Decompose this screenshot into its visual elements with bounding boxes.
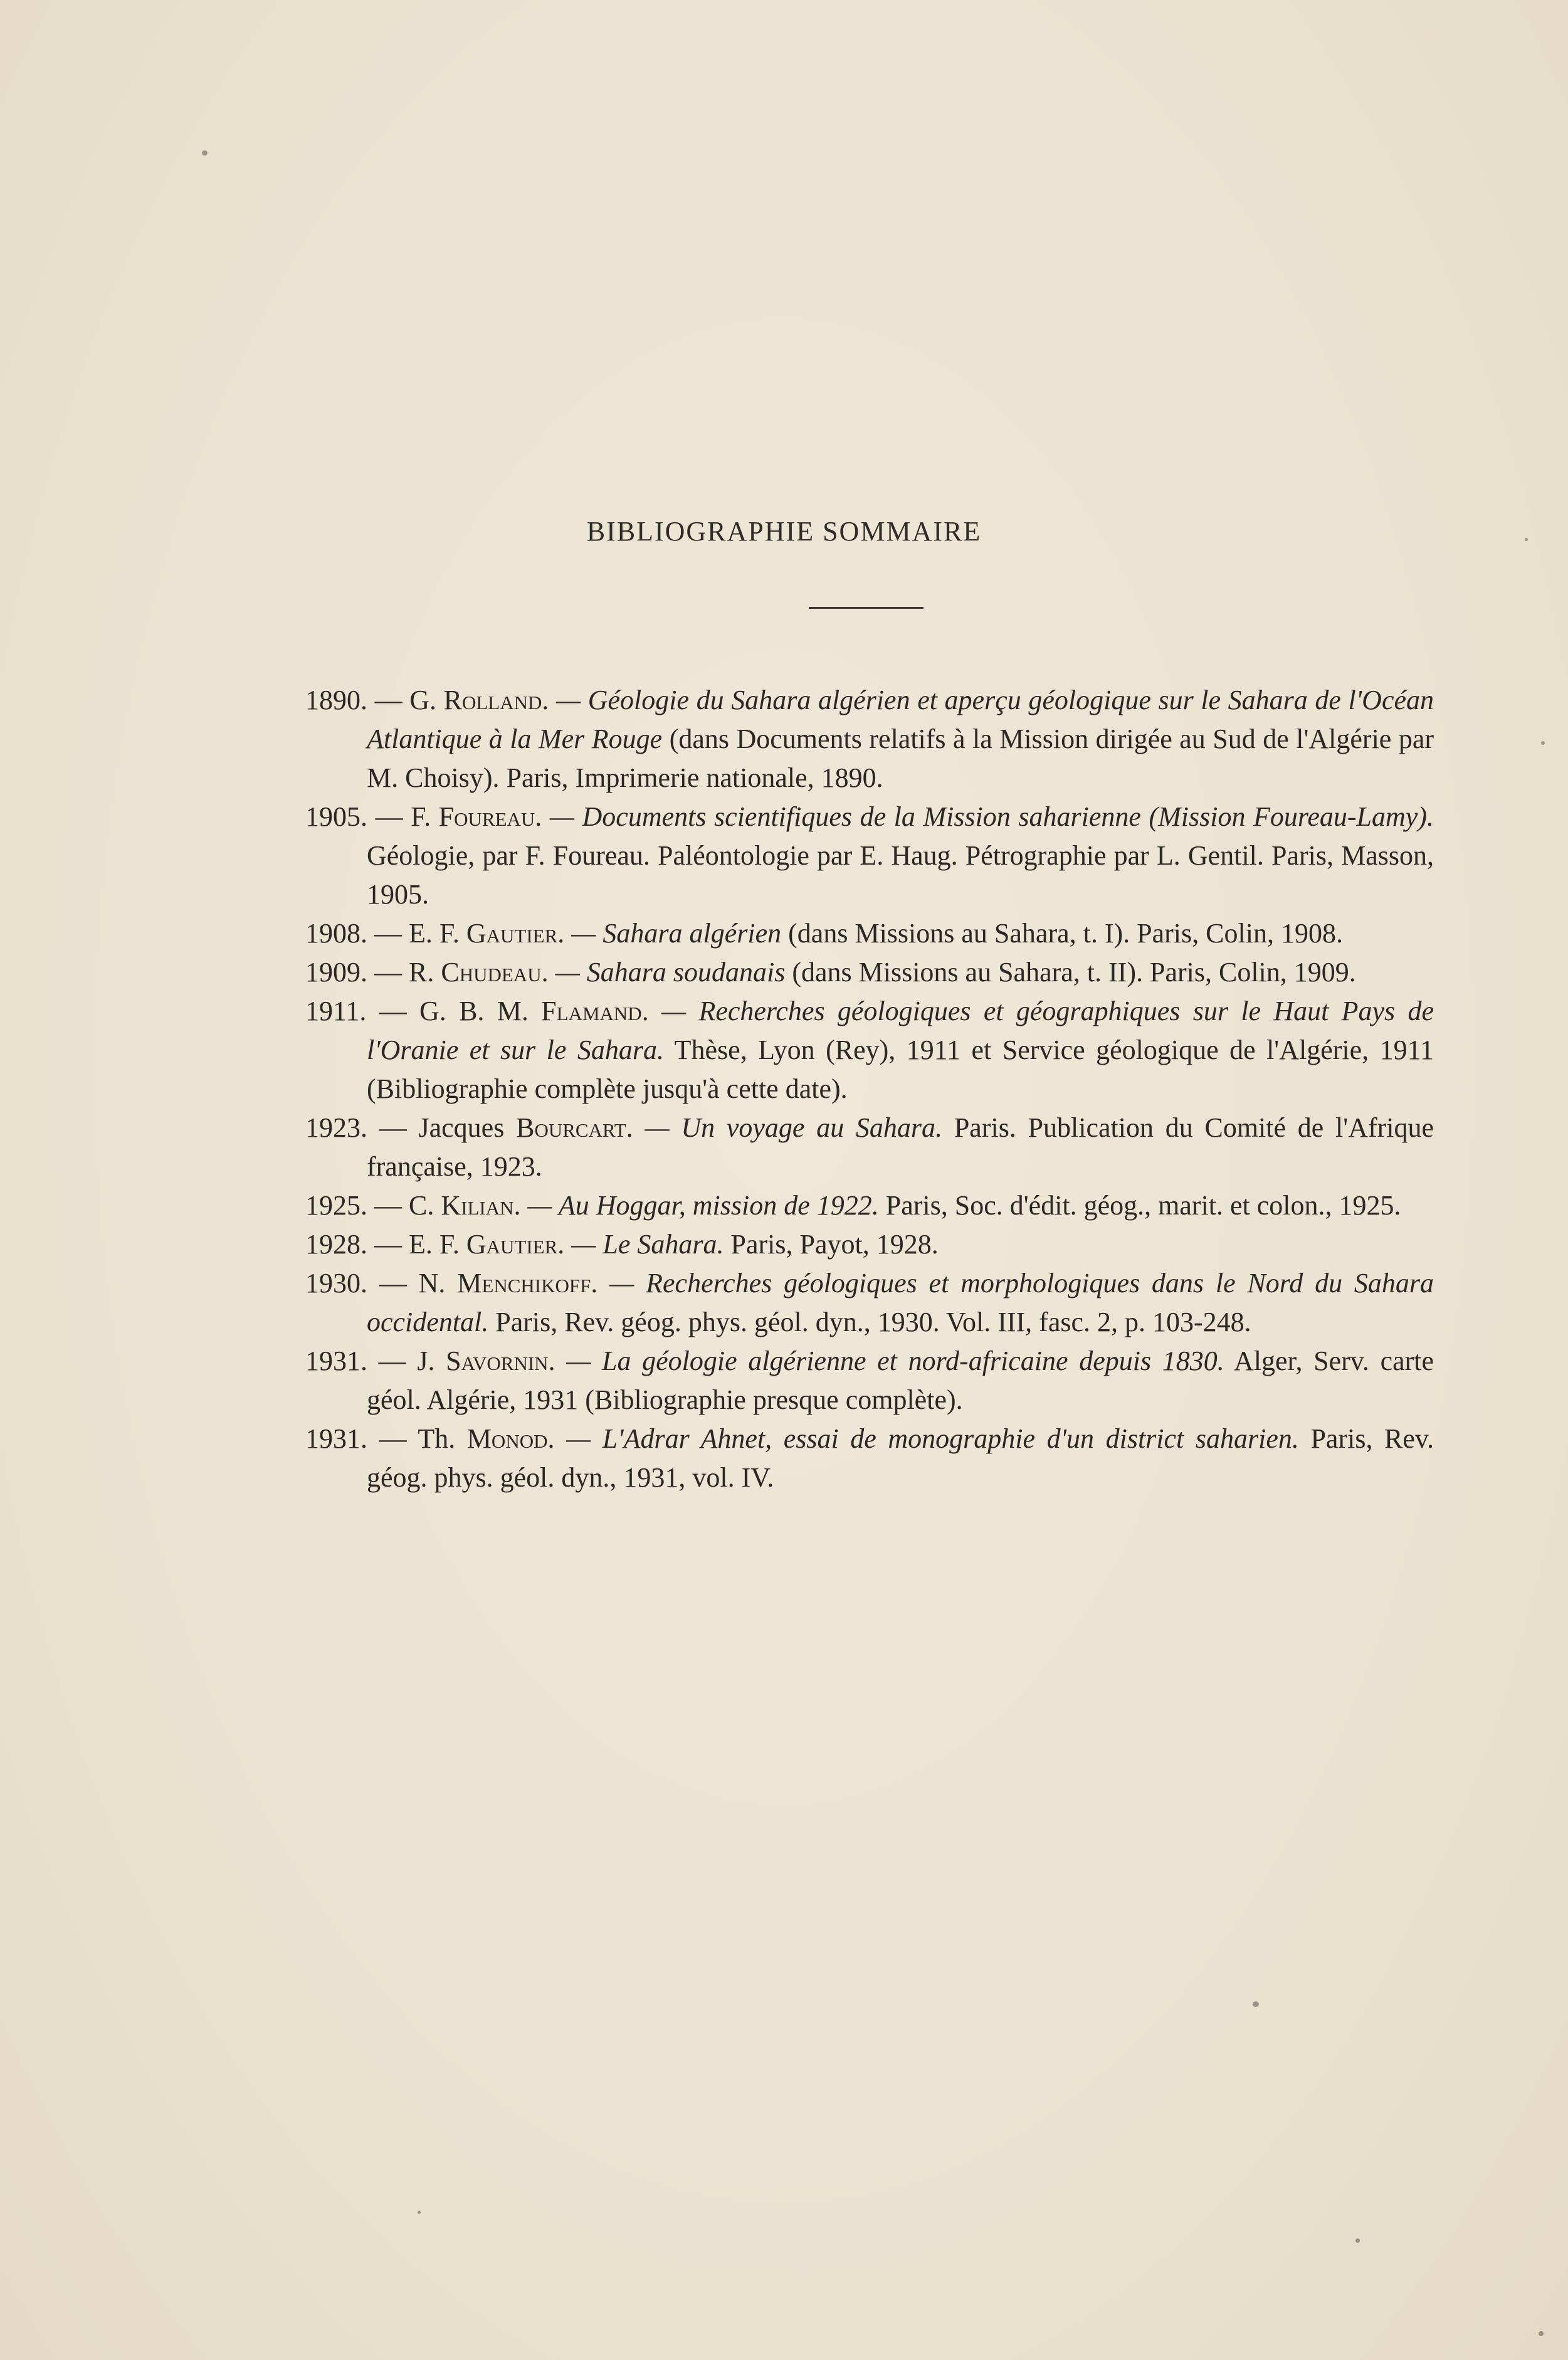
entry-details: Thèse, Lyon (Rey), 1911 et Service géologique de l'Algérie, 1911 (Bibliographie complète jusqu'à cette date). bbox=[367, 1035, 1434, 1104]
paper-speck bbox=[1539, 2331, 1544, 2336]
page-heading: BIBLIOGRAPHIE SOMMAIRE bbox=[586, 516, 982, 547]
entry-author: Chudeau. bbox=[441, 957, 549, 988]
entry-details: (dans Missions au Sahara, t. I). Paris, Colin, 1908. bbox=[788, 918, 1343, 949]
entry-title: — Recherches géologiques et géographiques sur le Haut Pays de l'Oranie et sur le Sahara. bbox=[367, 996, 1434, 1065]
entry-details: Paris. Publication du Comité de l'Afrique française, 1923. bbox=[367, 1112, 1434, 1182]
entry-year: 1905. bbox=[305, 801, 367, 832]
bibliography-entry bbox=[305, 953, 1434, 992]
entry-details: Paris, Payot, 1928. bbox=[730, 1229, 939, 1260]
bibliography-entry bbox=[305, 1109, 1434, 1186]
paper-speck bbox=[1253, 2001, 1259, 2007]
entry-initials: — E. F. bbox=[374, 1229, 460, 1260]
entry-details: Alger, Serv. carte géol. Algérie, 1931 (Bibliographie presque complète). bbox=[367, 1346, 1434, 1415]
entry-author: Rolland. bbox=[443, 685, 549, 715]
bibliography-entry bbox=[305, 914, 1434, 953]
entry-author: Monod. bbox=[466, 1423, 555, 1454]
entry-title: — Sahara soudanais bbox=[555, 957, 786, 988]
heading-rule bbox=[809, 607, 923, 609]
entry-details: Paris, Rev. géog. phys. géol. dyn., 1930. Vol. III, fasc. 2, p. 103-248. bbox=[495, 1307, 1251, 1337]
entry-year: 1890. bbox=[305, 685, 367, 715]
entry-initials: — C. bbox=[374, 1190, 434, 1221]
entry-initials: — G. B. M. bbox=[379, 996, 529, 1026]
entry-title: — Au Hoggar, mission de 1922. bbox=[527, 1190, 879, 1221]
entry-author: Flamand. bbox=[541, 996, 649, 1026]
paper-speck bbox=[202, 150, 208, 155]
entry-initials: — E. F. bbox=[374, 918, 460, 949]
entry-title: — Le Sahara. bbox=[571, 1229, 724, 1260]
bibliography-entry bbox=[305, 681, 1434, 798]
entry-initials: — Jacques bbox=[379, 1112, 505, 1143]
entry-year: 1930. bbox=[305, 1268, 367, 1299]
entry-year: 1909. bbox=[305, 957, 367, 988]
entry-author: Gautier. bbox=[466, 1229, 565, 1260]
entry-year: 1908. bbox=[305, 918, 367, 949]
bibliography-entry bbox=[305, 1225, 1434, 1264]
entry-title: — Un voyage au Sahara. bbox=[645, 1112, 943, 1143]
entry-title: — L'Adrar Ahnet, essai de monographie d'un district saharien. bbox=[566, 1423, 1299, 1454]
bibliography-entry bbox=[305, 1186, 1434, 1225]
entry-title: — Sahara algérien bbox=[571, 918, 782, 949]
entry-year: 1911. bbox=[305, 996, 367, 1026]
entry-author: Menchikoff. bbox=[457, 1268, 598, 1299]
bibliography-entry bbox=[305, 1420, 1434, 1497]
paper-speck bbox=[1355, 2238, 1360, 2243]
entry-initials: — G. bbox=[374, 685, 436, 715]
paper-speck bbox=[418, 2211, 421, 2214]
entry-details: (dans Documents relatifs à la Mission dirigée au Sud de l'Algérie par M. Choisy). Paris, Imprimerie nationale, 1890. bbox=[367, 724, 1434, 793]
entry-title: — Géologie du Sahara algérien et aperçu géologique sur le Sahara de l'Océan Atlantique à la Mer Rouge bbox=[367, 685, 1434, 754]
entry-details: Paris, Soc. d'édit. géog., marit. et colon., 1925. bbox=[885, 1190, 1401, 1221]
entry-year: 1928. bbox=[305, 1229, 367, 1260]
entry-title: — Recherches géologiques et morphologiques dans le Nord du Sahara occidental. bbox=[367, 1268, 1434, 1337]
entry-author: Gautier. bbox=[466, 918, 565, 949]
entry-details: Paris, Rev. géog. phys. géol. dyn., 1931, vol. IV. bbox=[367, 1423, 1434, 1493]
entry-author: Savornin. bbox=[446, 1346, 555, 1376]
bibliography-entry bbox=[305, 798, 1434, 914]
entry-initials: — F. bbox=[375, 801, 431, 832]
entry-year: 1931. bbox=[305, 1346, 367, 1376]
bibliography-entry bbox=[305, 992, 1434, 1109]
bibliography-entry bbox=[305, 1264, 1434, 1342]
entry-year: 1925. bbox=[305, 1190, 367, 1221]
entry-author: Foureau. bbox=[438, 801, 542, 832]
entry-title: — Documents scientifiques de la Mission saharienne (Mission Foureau-Lamy). bbox=[549, 801, 1434, 832]
entry-initials: — R. bbox=[374, 957, 434, 988]
entry-initials: — Th. bbox=[379, 1423, 456, 1454]
paper-speck bbox=[1541, 741, 1545, 745]
entry-initials: — J. bbox=[378, 1346, 435, 1376]
entry-details: (dans Missions au Sahara, t. II). Paris, Colin, 1909. bbox=[792, 957, 1356, 988]
bibliography-list bbox=[305, 681, 1434, 1497]
entry-title: — La géologie algérienne et nord-africaine depuis 1830. bbox=[566, 1346, 1224, 1376]
entry-author: Kilian. bbox=[441, 1190, 521, 1221]
entry-year: 1923. bbox=[305, 1112, 367, 1143]
entry-author: Bourcart. bbox=[516, 1112, 633, 1143]
bibliography-entry bbox=[305, 1342, 1434, 1420]
entry-initials: — N. bbox=[379, 1268, 446, 1299]
entry-year: 1931. bbox=[305, 1423, 367, 1454]
entry-details: Géologie, par F. Foureau. Paléontologie par E. Haug. Pétrographie par L. Gentil. Paris, Masson, 1905. bbox=[367, 840, 1434, 910]
